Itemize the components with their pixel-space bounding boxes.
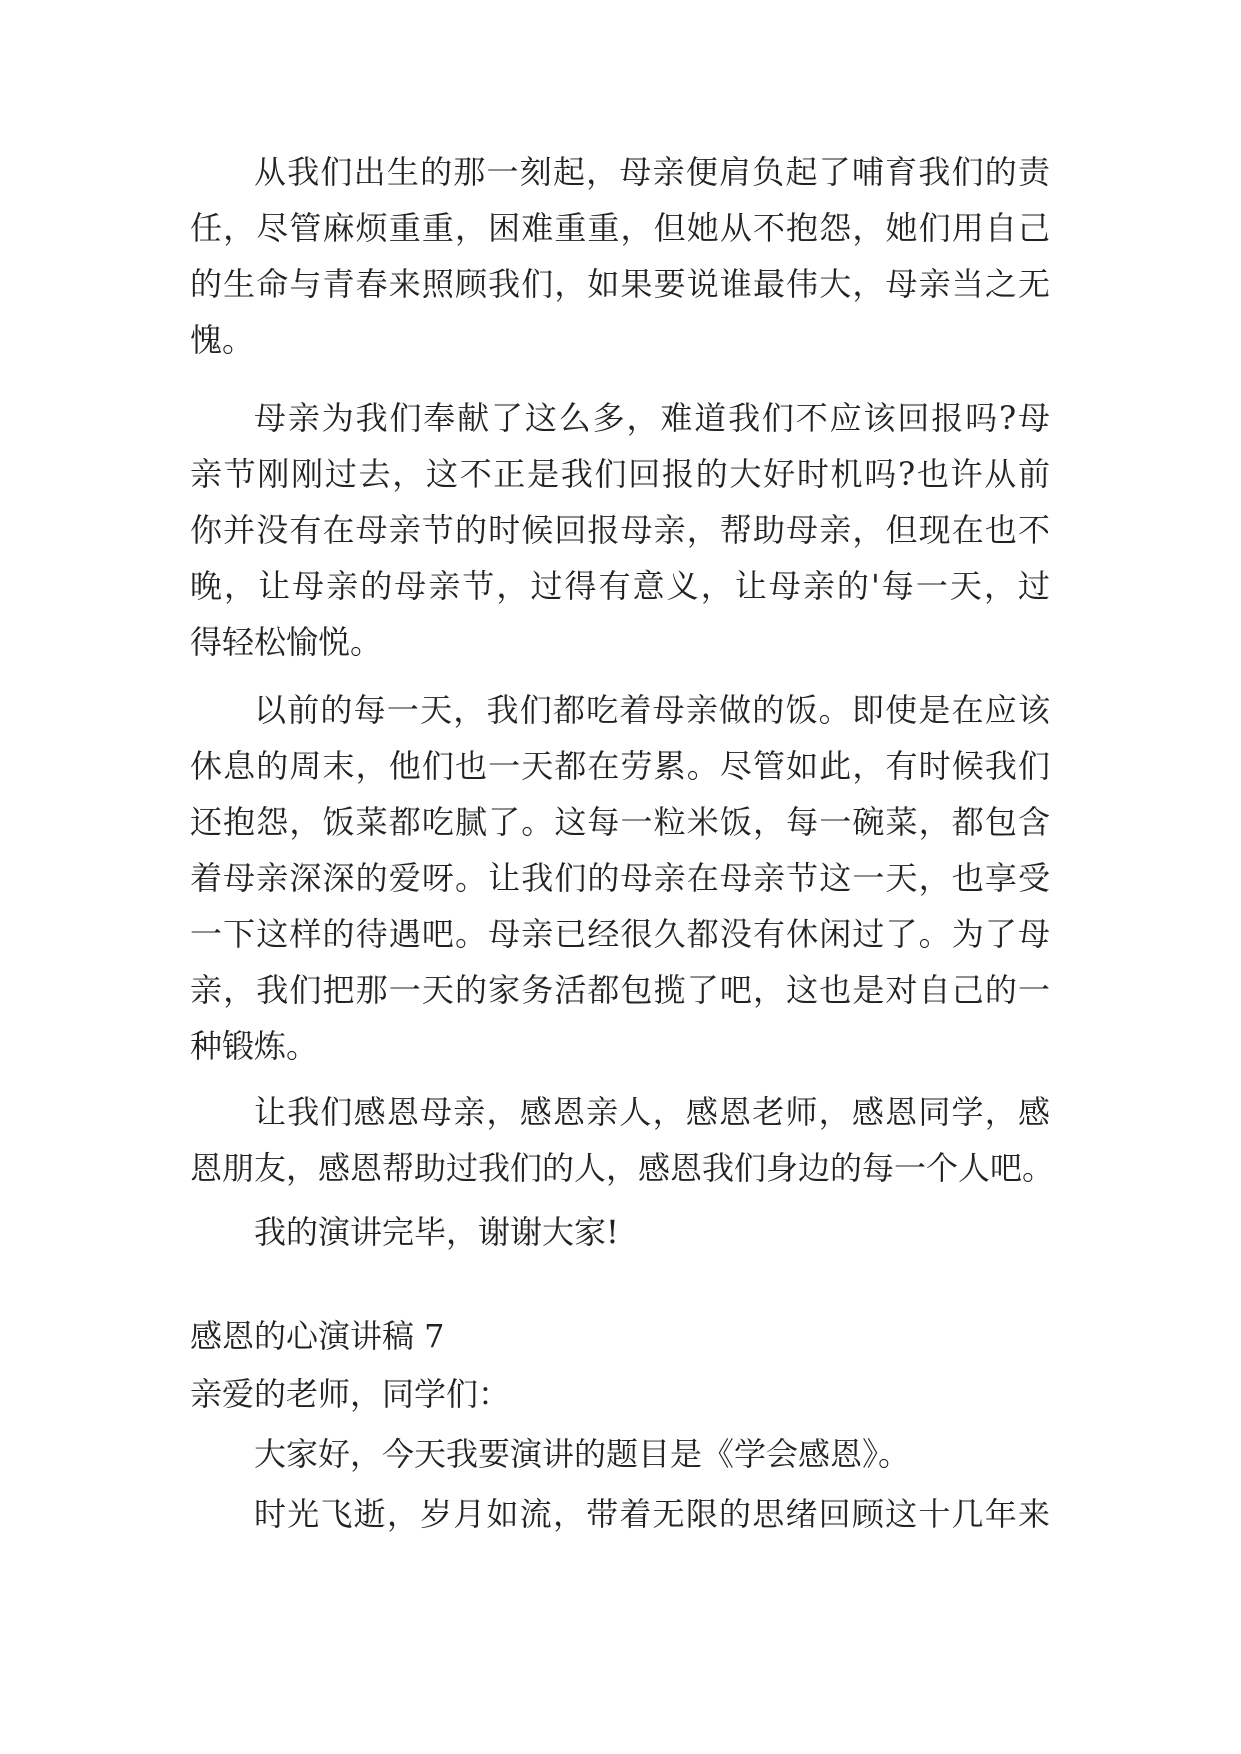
paragraph-2-line-5: 得轻松愉悦。 (190, 623, 383, 661)
paragraph-2-line-4: 晚，让母亲的母亲节，过得有意义，让母亲的'每一天，过 (190, 567, 1050, 605)
closing-line: 我的演讲完毕，谢谢大家! (254, 1213, 619, 1251)
paragraph-4-line-1: 让我们感恩母亲，感恩亲人，感恩老师，感恩同学，感 (254, 1093, 1050, 1131)
paragraph-5-line-1: 时光飞逝，岁月如流，带着无限的思绪回顾这十几年来 (254, 1495, 1050, 1533)
paragraph-3-line-1: 以前的每一天，我们都吃着母亲做的饭。即使是在应该 (254, 691, 1050, 729)
paragraph-2-line-1: 母亲为我们奉献了这么多，难道我们不应该回报吗?母 (254, 399, 1050, 437)
paragraph-1-line-1: 从我们出生的那一刻起，母亲便肩负起了哺育我们的责 (254, 153, 1050, 191)
salutation: 亲爱的老师，同学们： (190, 1375, 511, 1413)
paragraph-2-line-2: 亲节刚刚过去，这不正是我们回报的大好时机吗?也许从前 (190, 455, 1050, 493)
paragraph-3-line-6: 亲，我们把那一天的家务活都包揽了吧，这也是对自己的一 (190, 971, 1050, 1009)
intro-line: 大家好，今天我要演讲的题目是《学会感恩》。 (254, 1435, 911, 1473)
paragraph-3-line-5: 一下这样的待遇吧。母亲已经很久都没有休闲过了。为了母 (190, 915, 1050, 953)
paragraph-3-line-4: 着母亲深深的爱呀。让我们的母亲在母亲节这一天，也享受 (190, 859, 1050, 897)
paragraph-1-line-2: 任，尽管麻烦重重，困难重重，但她从不抱怨，她们用自己 (190, 209, 1050, 247)
paragraph-2-line-3: 你并没有在母亲节的时候回报母亲，帮助母亲，但现在也不 (190, 511, 1050, 549)
paragraph-3-line-7: 种锻炼。 (190, 1027, 319, 1065)
paragraph-1-line-4: 愧。 (190, 321, 255, 359)
paragraph-3-line-2: 休息的周末，他们也一天都在劳累。尽管如此，有时候我们 (190, 747, 1050, 785)
paragraph-4-line-2: 恩朋友，感恩帮助过我们的人，感恩我们身边的每一个人吧。 (190, 1149, 1055, 1187)
paragraph-3-line-3: 还抱怨，饭菜都吃腻了。这每一粒米饭，每一碗菜，都包含 (190, 803, 1050, 841)
section-title: 感恩的心演讲稿 7 (190, 1317, 445, 1355)
paragraph-1-line-3: 的生命与青春来照顾我们，如果要说谁最伟大，母亲当之无 (190, 265, 1050, 303)
